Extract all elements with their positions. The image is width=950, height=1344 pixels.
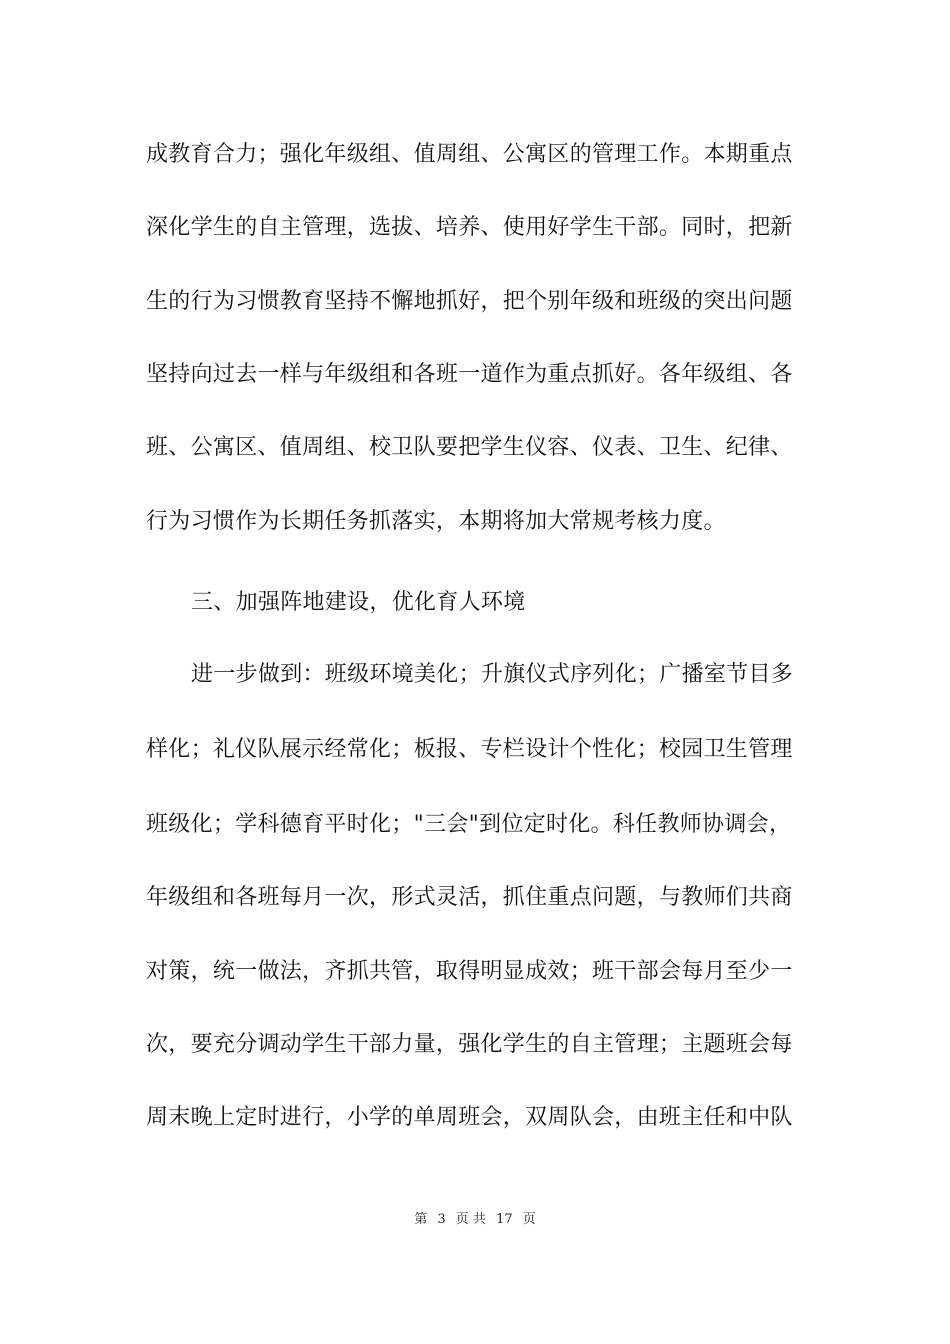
total-pages-number: 17 (496, 1212, 513, 1227)
paragraph-line: 次，要充分调动学生干部力量，强化学生的自主管理；主题班会每 (146, 1032, 793, 1057)
paragraph-line: 进一步做到：班级环境美化；升旗仪式序列化；广播室节目多 (191, 662, 794, 687)
paragraph-line: 班、公寓区、值周组、校卫队要把学生仪容、仪表、卫生、纪律、 (146, 435, 793, 460)
paragraph-line: 深化学生的自主管理，选拔、培养、使用好学生干部。同时，把新 (146, 215, 793, 240)
paragraph-line: 生的行为习惯教育坚持不懈地抓好，把个别年级和班级的突出问题 (146, 289, 793, 314)
paragraph-line: 周末晚上定时进行，小学的单周班会，双周队会，由班主任和中队 (146, 1105, 793, 1130)
paragraph-line: 坚持向过去一样与年级组和各班一道作为重点抓好。各年级组、各 (146, 362, 793, 387)
section-heading: 三、加强阵地建设，优化育人环境 (191, 590, 526, 615)
page-number-footer (0, 1208, 950, 1227)
paragraph-line: 样化；礼仪队展示经常化；板报、专栏设计个性化；校园卫生管理 (146, 737, 793, 762)
footer-suffix: 页 (522, 1212, 536, 1227)
footer-prefix: 第 (414, 1212, 428, 1227)
current-page-number: 3 (437, 1212, 446, 1227)
paragraph-line: 行为习惯作为长期任务抓落实，本期将加大常规考核力度。 (146, 509, 726, 534)
paragraph-line: 班级化；学科德育平时化；"三会"到位定时化。科任教师协调会， (146, 812, 792, 837)
paragraph-line: 成教育合力；强化年级组、值周组、公寓区的管理工作。本期重点 (146, 142, 793, 167)
paragraph-line: 年级组和各班每月一次，形式灵活，抓住重点问题，与教师们共商 (146, 885, 793, 910)
footer-middle: 页 共 (455, 1212, 486, 1227)
paragraph-line: 对策，统一做法，齐抓共管，取得明显成效；班干部会每月至少一 (146, 959, 793, 984)
